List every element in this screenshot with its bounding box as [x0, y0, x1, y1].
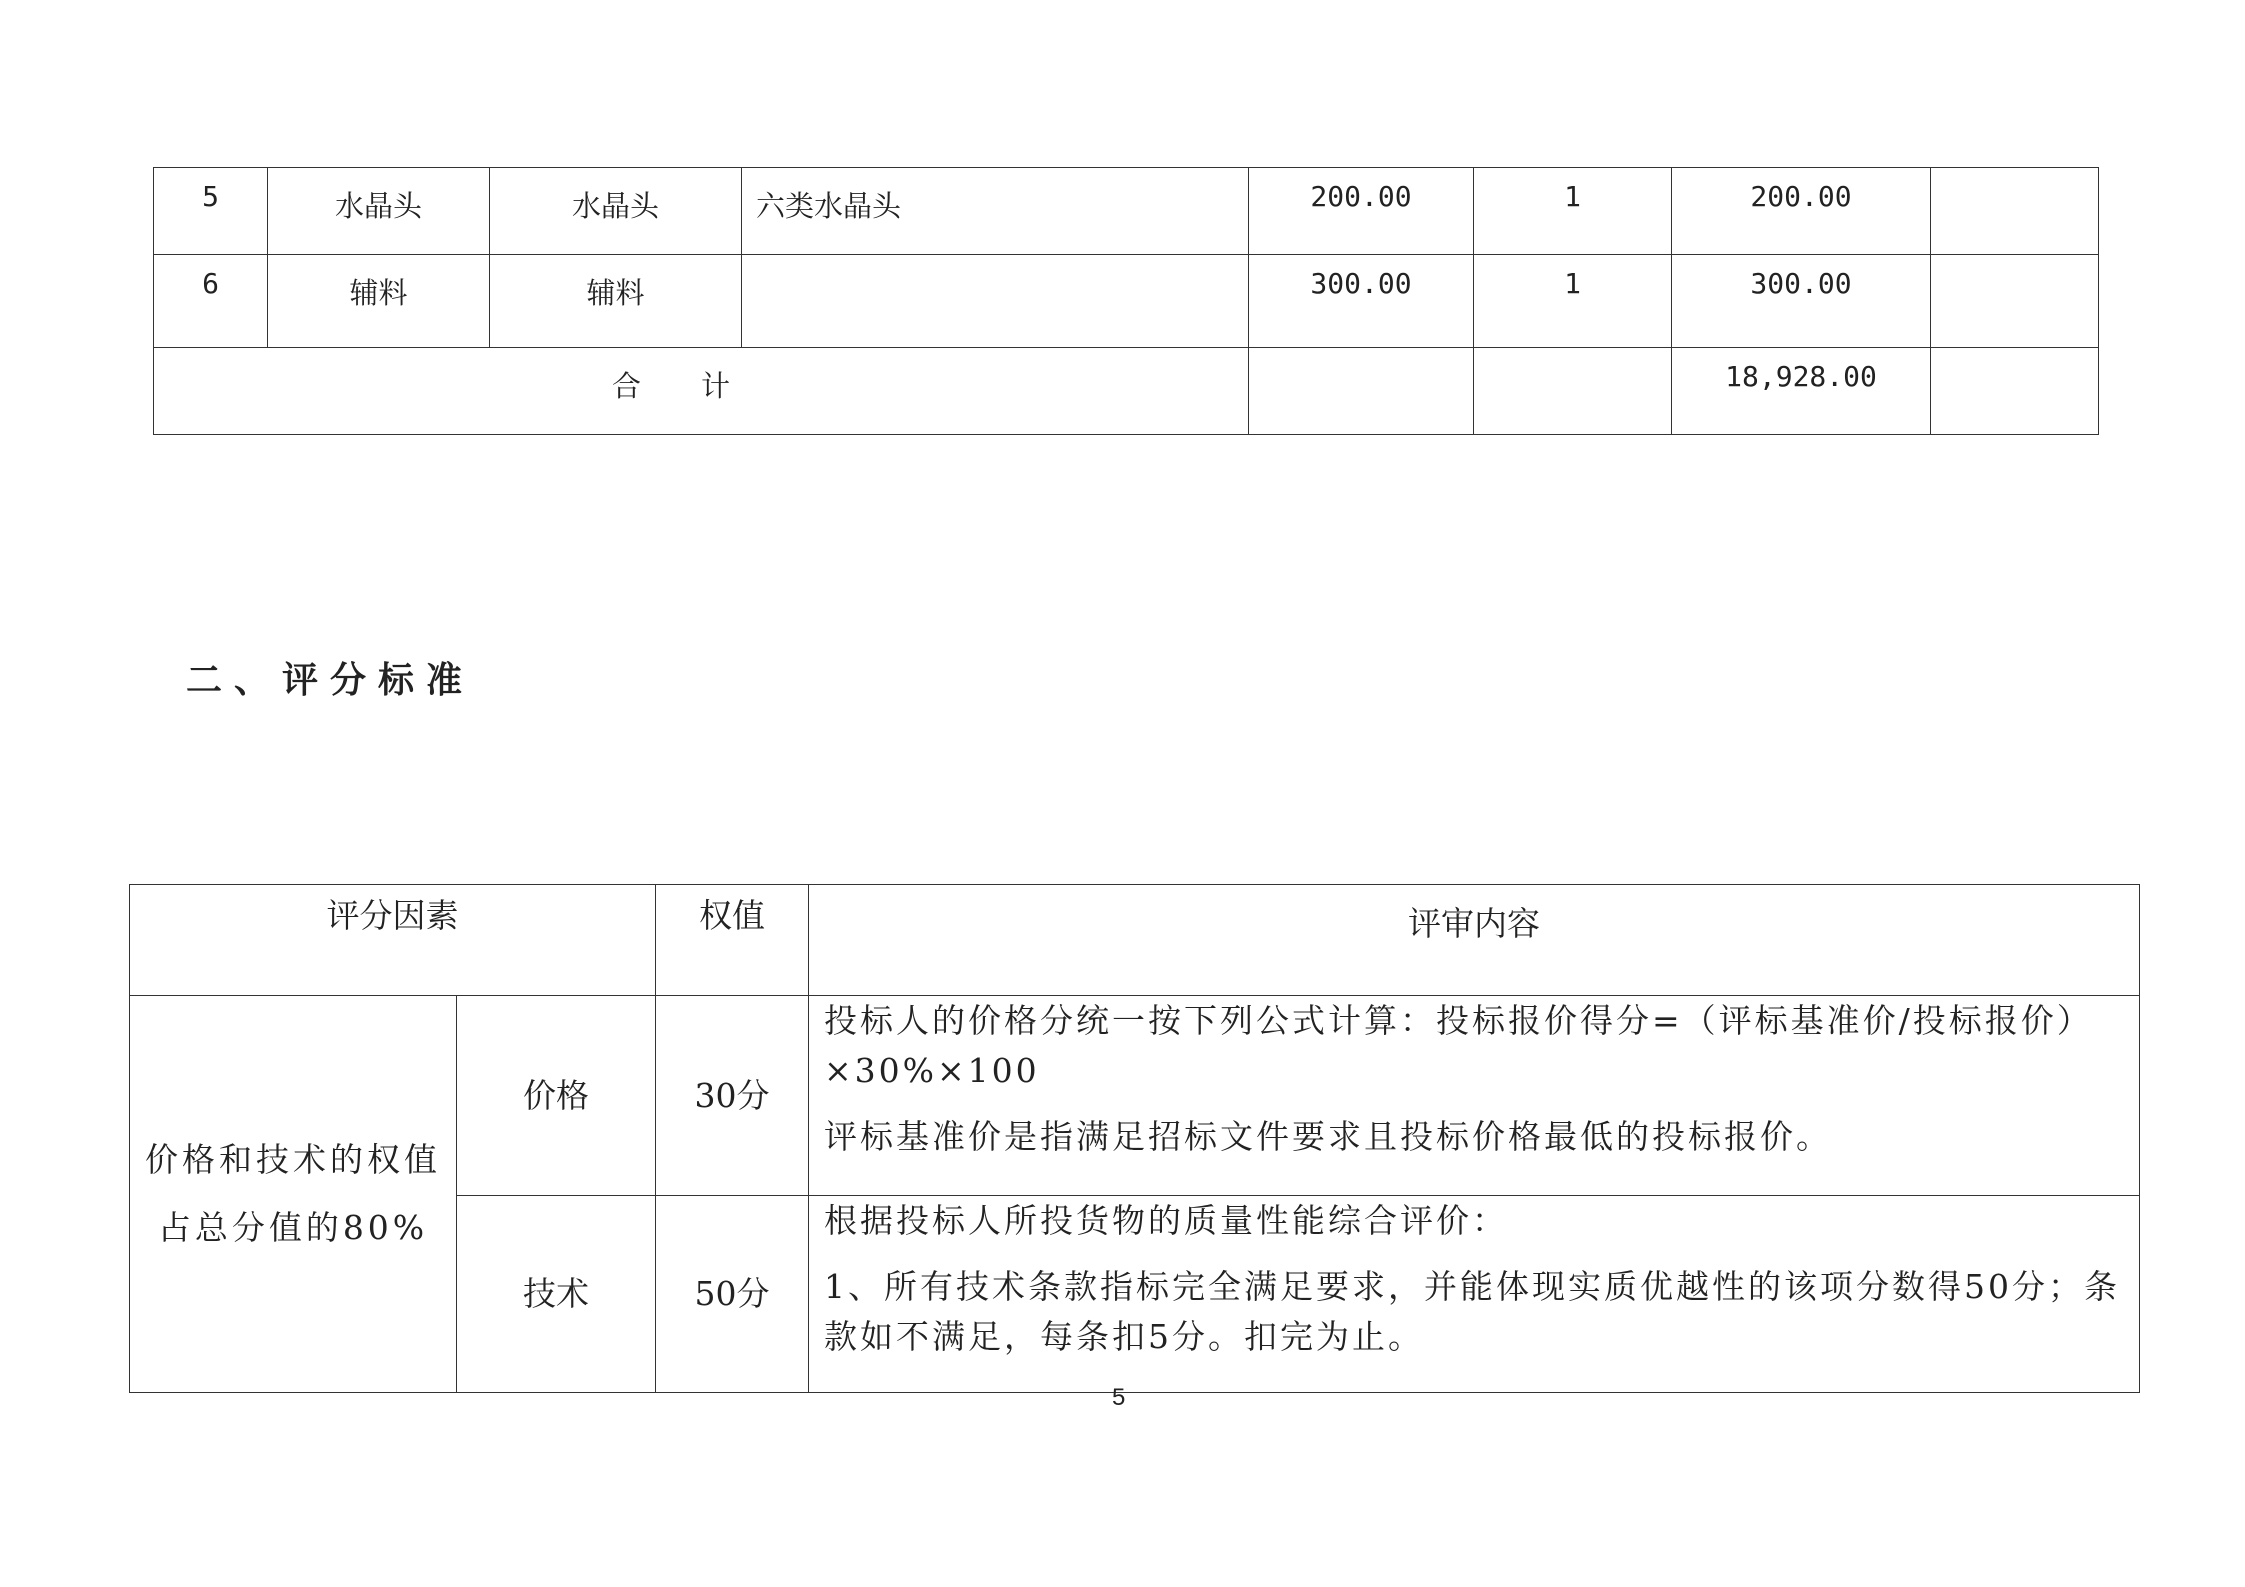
- item-price: 200.00: [1249, 168, 1474, 255]
- criteria-text: 评标基准价是指满足招标文件要求且投标价格最低的投标报价。: [824, 1117, 1832, 1156]
- page-number: 5: [1112, 1384, 1126, 1411]
- header-row: [130, 885, 2140, 996]
- empty-cell: [1249, 348, 1474, 435]
- item-remark: [1931, 255, 2099, 348]
- item-name: 水晶头: [268, 168, 490, 255]
- table-row: [154, 255, 2099, 348]
- total-label: 合计: [611, 369, 790, 403]
- item-name: 辅料: [268, 255, 490, 348]
- total-row: [154, 348, 2099, 435]
- item-product: 水晶头: [490, 168, 742, 255]
- section-heading: 二、评分标准: [186, 659, 475, 701]
- total-amount: 18,928.00: [1672, 348, 1931, 435]
- empty-cell: [1474, 348, 1672, 435]
- total-label-cell: [154, 348, 1249, 435]
- table-row: [130, 996, 2140, 1196]
- item-remark: [1931, 168, 2099, 255]
- criteria-text: 根据投标人所投货物的质量性能综合评价：: [824, 1201, 1508, 1240]
- item-qty: 1: [1474, 168, 1672, 255]
- row-number: 5: [154, 168, 268, 255]
- criteria-content: [809, 996, 2140, 1196]
- weight-value: 30分: [656, 996, 809, 1196]
- criteria-text: 投标人的价格分统一按下列公式计算：投标报价得分=（评标基准价/投标报价）×30%×100: [824, 1001, 2093, 1090]
- item-spec: [742, 255, 1249, 348]
- group-label: 价格和技术的权值占总分值的80%: [130, 996, 457, 1393]
- scoring-table: [129, 884, 2140, 1393]
- item-qty: 1: [1474, 255, 1672, 348]
- criteria-content: [809, 1196, 2140, 1393]
- row-number: 6: [154, 255, 268, 348]
- weight-value: 50分: [656, 1196, 809, 1393]
- item-amount: 300.00: [1672, 255, 1931, 348]
- header-content: 评审内容: [809, 885, 2140, 996]
- header-factor: 评分因素: [130, 885, 656, 996]
- header-weight: 权值: [656, 885, 809, 996]
- factor-label: 价格: [457, 996, 656, 1196]
- criteria-text: 1、所有技术条款指标完全满足要求，并能体现实质优越性的该项分数得50分；条款如不满足，每条扣5分。扣完为止。: [824, 1267, 2120, 1356]
- factor-label: 技术: [457, 1196, 656, 1393]
- item-spec: 六类水晶头: [742, 168, 1249, 255]
- table-row: [154, 168, 2099, 255]
- empty-cell: [1931, 348, 2099, 435]
- item-price: 300.00: [1249, 255, 1474, 348]
- items-table: [153, 167, 2099, 435]
- item-amount: 200.00: [1672, 168, 1931, 255]
- item-product: 辅料: [490, 255, 742, 348]
